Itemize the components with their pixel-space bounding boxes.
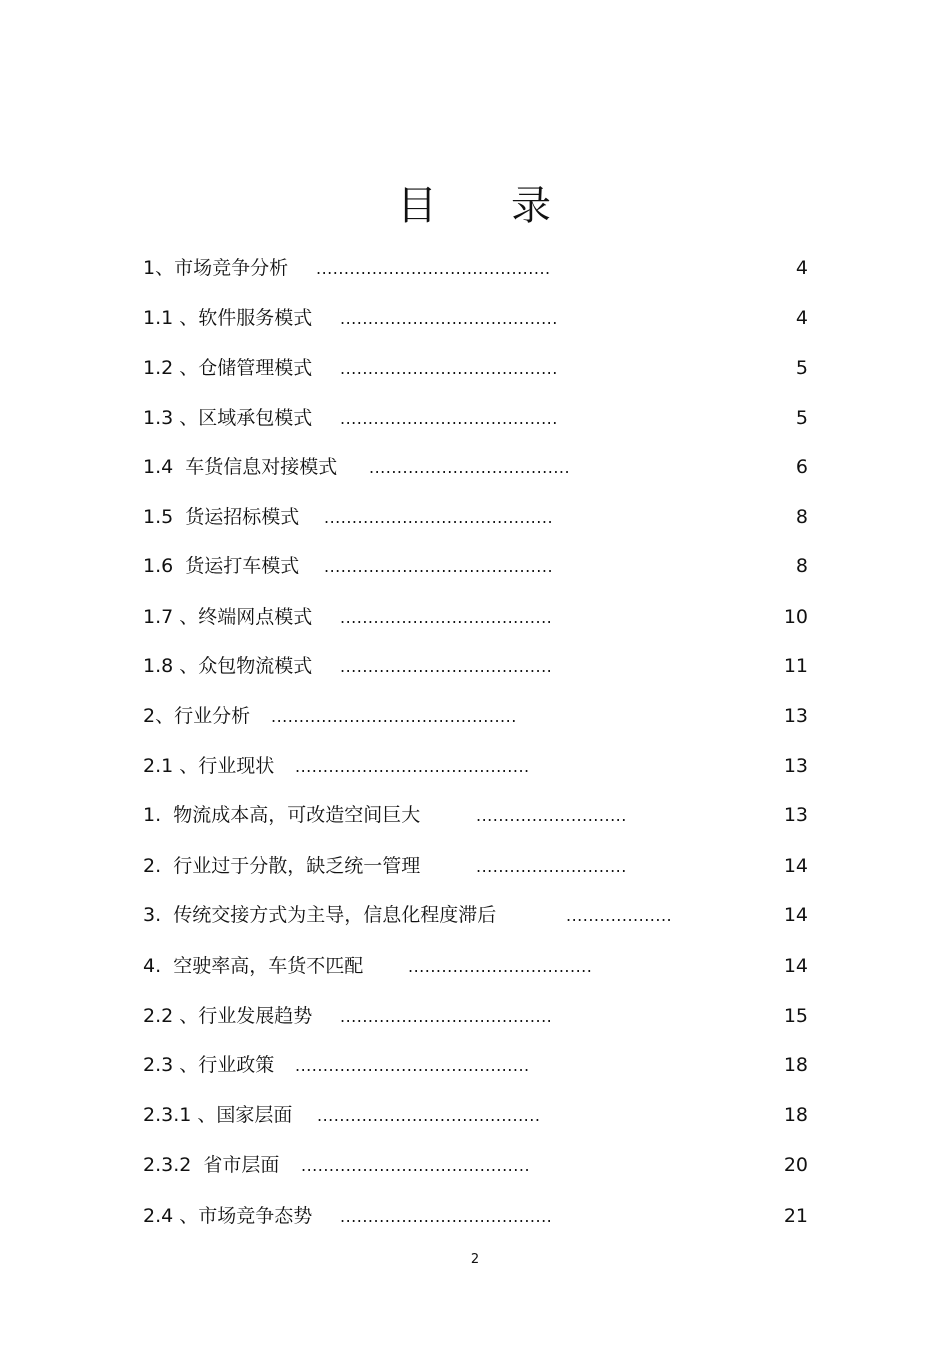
toc-entry-page: 13 xyxy=(783,705,808,727)
toc-entry-label: 2.3.1 、国家层面 xyxy=(143,1104,293,1126)
toc-entry-leader: .................................... xyxy=(369,458,571,477)
toc-entry-leader: ......................................... xyxy=(324,557,554,576)
toc-entry-leader: ...................................... xyxy=(340,608,553,627)
toc-entry-leader: ........................................ xyxy=(317,1106,541,1125)
toc-entry-label: 1.8 、众包物流模式 xyxy=(143,655,313,677)
toc-entry-page: 13 xyxy=(783,755,808,777)
toc-entry-page: 10 xyxy=(783,606,808,628)
toc-entry[interactable] xyxy=(143,304,808,332)
toc-entry-label: 2.3 、行业政策 xyxy=(143,1054,275,1076)
toc-entry-leader: ...................................... xyxy=(340,1207,553,1226)
toc-entry-leader: ...................................... xyxy=(340,657,553,676)
toc-entry-label: 2.4 、市场竞争态势 xyxy=(143,1205,313,1227)
toc-entry-page: 14 xyxy=(783,855,808,877)
toc-entry-label: 4. 空驶率高，车货不匹配 xyxy=(143,955,364,977)
toc-entry-label: 2.1 、行业现状 xyxy=(143,755,275,777)
toc-entry-leader: ......................................... xyxy=(324,508,554,527)
toc-entry[interactable] xyxy=(143,453,808,481)
toc-entry-leader: ....................................... xyxy=(340,409,558,428)
toc-entry[interactable] xyxy=(143,1051,808,1079)
toc-entry[interactable] xyxy=(143,254,808,282)
toc-entry-page: 18 xyxy=(783,1104,808,1126)
toc-entry-leader: .......................................... xyxy=(316,259,551,278)
toc-entry[interactable] xyxy=(143,852,808,880)
toc-entry-label: 1.5 货运招标模式 xyxy=(143,506,300,528)
toc-entry-page: 5 xyxy=(795,357,808,379)
toc-entry-label: 2.2 、行业发展趋势 xyxy=(143,1005,313,1027)
toc-entry-page: 11 xyxy=(783,655,808,677)
toc-entry[interactable] xyxy=(143,552,808,580)
toc-title-char-1: 目 xyxy=(397,183,439,229)
toc-entry-page: 20 xyxy=(783,1154,808,1176)
toc-entry-page: 21 xyxy=(783,1205,808,1227)
toc-entry-leader: ........................... xyxy=(476,857,627,876)
toc-entry-leader: ............................................ xyxy=(271,707,517,726)
toc-entry[interactable] xyxy=(143,652,808,680)
toc-entry-label: 1.7 、终端网点模式 xyxy=(143,606,313,628)
toc-entry[interactable] xyxy=(143,1101,808,1129)
toc-entry[interactable] xyxy=(143,603,808,631)
toc-entry-label: 1. 物流成本高，可改造空间巨大 xyxy=(143,804,421,826)
toc-entry[interactable] xyxy=(143,801,808,829)
toc-entry-page: 14 xyxy=(783,904,808,926)
toc-entry-page: 14 xyxy=(783,955,808,977)
toc-entry-label: 1.6 货运打车模式 xyxy=(143,555,300,577)
toc-entry[interactable] xyxy=(143,503,808,531)
toc-entry-page: 15 xyxy=(783,1005,808,1027)
toc-title xyxy=(0,182,950,230)
toc-entry-label: 2. 行业过于分散，缺乏统一管理 xyxy=(143,855,421,877)
toc-entry-page: 8 xyxy=(795,506,808,528)
toc-entry-leader: ....................................... xyxy=(340,359,558,378)
toc-entry-leader: ......................................... xyxy=(301,1156,531,1175)
toc-entry-page: 8 xyxy=(795,555,808,577)
toc-entry-page: 4 xyxy=(795,307,808,329)
toc-entry-leader: ........................... xyxy=(476,806,627,825)
toc-entry-page: 6 xyxy=(795,456,808,478)
toc-entry[interactable] xyxy=(143,1202,808,1230)
toc-entry-leader: .......................................... xyxy=(295,757,530,776)
toc-entry[interactable] xyxy=(143,901,808,929)
toc-entry-label: 1、市场竞争分析 xyxy=(143,257,289,279)
toc-entry[interactable] xyxy=(143,702,808,730)
page-number: 2 xyxy=(470,1252,480,1267)
toc-entry[interactable] xyxy=(143,752,808,780)
toc-entry[interactable] xyxy=(143,1002,808,1030)
toc-entry-label: 1.4 车货信息对接模式 xyxy=(143,456,338,478)
toc-entry-label: 2、行业分析 xyxy=(143,705,251,727)
toc-entry-page: 13 xyxy=(783,804,808,826)
toc-entry-leader: ....................................... xyxy=(340,309,558,328)
toc-entry-page: 4 xyxy=(795,257,808,279)
toc-entry-leader: ................................. xyxy=(408,957,593,976)
toc-entry-label: 2.3.2 省市层面 xyxy=(143,1154,280,1176)
toc-entry[interactable] xyxy=(143,354,808,382)
toc-entry[interactable] xyxy=(143,952,808,980)
toc-entry-leader: ...................................... xyxy=(340,1007,553,1026)
toc-entry-leader: .......................................... xyxy=(295,1056,530,1075)
toc-title-char-2: 录 xyxy=(511,183,553,229)
toc-entry-page: 18 xyxy=(783,1054,808,1076)
toc-entry[interactable] xyxy=(143,1151,808,1179)
toc-entry-leader: ................... xyxy=(566,906,673,925)
toc-entry-label: 3. 传统交接方式为主导，信息化程度滞后 xyxy=(143,904,497,926)
toc-entry-label: 1.1 、软件服务模式 xyxy=(143,307,313,329)
toc-entry-page: 5 xyxy=(795,407,808,429)
toc-entry-label: 1.2 、仓储管理模式 xyxy=(143,357,313,379)
toc-entry[interactable] xyxy=(143,404,808,432)
toc-entry-label: 1.3 、区域承包模式 xyxy=(143,407,313,429)
